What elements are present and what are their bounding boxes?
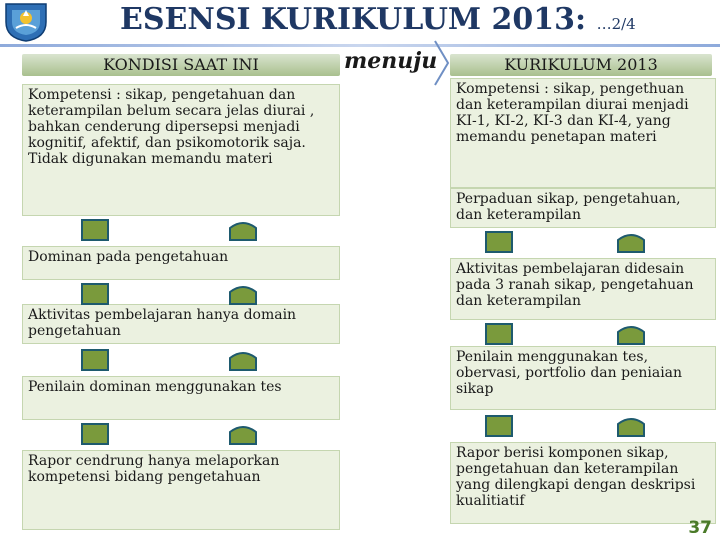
left-column-heading: KONDISI SAAT INI [22, 54, 340, 76]
left-item-2: Dominan pada pengetahuan [22, 246, 340, 280]
connector-arch-icon [616, 230, 646, 254]
tut-wuri-handayani-logo-icon [2, 2, 50, 42]
arrow-right-icon [434, 40, 450, 86]
page-title [120, 2, 636, 42]
right-item-3: Aktivitas pembelajaran didesain pada 3 ranah sikap, pengetahuan dan keterampilan [450, 258, 716, 320]
connector-arch-icon [228, 218, 258, 242]
connector-block-icon [80, 282, 110, 306]
left-item-5: Rapor cendrung hanya melaporkan kompetensi bidang pengetahuan [22, 450, 340, 530]
connector-block-icon [80, 348, 110, 372]
header-divider [0, 44, 720, 47]
connector-block-icon [484, 322, 514, 346]
left-item-4: Penilain dominan menggunakan tes [22, 376, 340, 420]
connector-block-icon [80, 218, 110, 242]
right-item-5: Rapor berisi komponen sikap, pengetahuan dan keterampilan yang dilengkapi dengan deskripsi kualitiatif [450, 442, 716, 524]
menuju-label: menuju [344, 48, 438, 74]
connector-arch-icon [228, 422, 258, 446]
right-item-1: Kompetensi : sikap, pengethuan dan keterampilan diurai menjadi KI-1, KI-2, KI-3 dan KI-4, yang memandu penetapan materi [450, 78, 716, 188]
right-item-4: Penilain menggunakan tes, obervasi, portfolio dan peniaian sikap [450, 346, 716, 410]
page-title-main: ESENSI KURIKULUM 2013: [120, 2, 587, 37]
connector-arch-icon [228, 282, 258, 306]
right-item-2: Perpaduan sikap, pengetahuan, dan keterampilan [450, 188, 716, 228]
right-column-heading: KURIKULUM 2013 [450, 54, 712, 76]
connector-arch-icon [616, 322, 646, 346]
connector-block-icon [484, 414, 514, 438]
connector-block-icon [484, 230, 514, 254]
left-item-1: Kompetensi : sikap, pengetahuan dan keterampilan belum secara jelas diurai , bahkan cenderung dipersepsi menjadi kognitif, afektif, dan psikomotorik saja. Tidak digunakan memandu materi [22, 84, 340, 216]
left-item-3: Aktivitas pembelajaran hanya domain pengetahuan [22, 304, 340, 344]
menuju-label-box [340, 48, 436, 78]
connector-block-icon [80, 422, 110, 446]
slide-number: 37 [688, 518, 712, 538]
page-title-suffix: …2/4 [596, 15, 636, 33]
connector-arch-icon [616, 414, 646, 438]
connector-arch-icon [228, 348, 258, 372]
